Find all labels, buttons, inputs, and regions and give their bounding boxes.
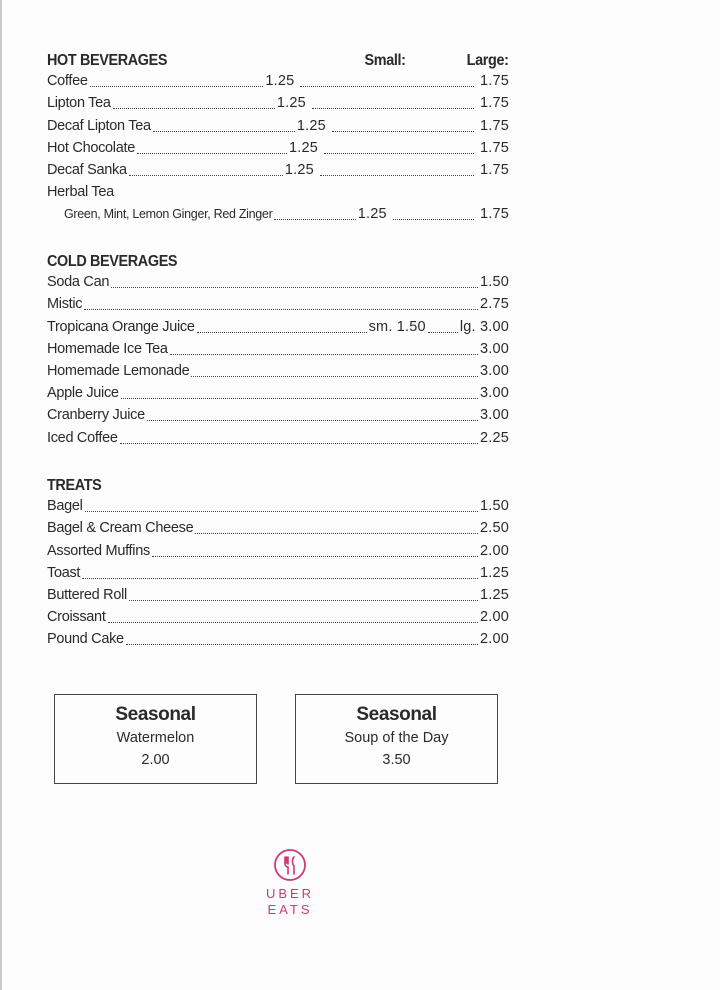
section-title: COLD BEVERAGES [47, 253, 178, 270]
large-price: lg. 3.00 [459, 318, 509, 335]
leader-dots [84, 308, 478, 310]
item-price: 2.25 [479, 429, 509, 446]
large-price: 1.75 [479, 95, 509, 112]
leader-dots [85, 510, 478, 512]
item-name: Assorted Muffins [47, 542, 150, 559]
seasonal-item: Soup of the Day [344, 730, 449, 746]
item-price: 2.00 [479, 631, 509, 648]
leader-dots [82, 577, 478, 579]
scan-edge [0, 0, 2, 990]
leader-dots [108, 621, 478, 623]
item-name: Toast [47, 564, 81, 581]
seasonal-box-watermelon [54, 694, 257, 784]
small-price: 1.25 [357, 206, 387, 223]
item-name: Soda Can [47, 274, 110, 291]
item-name: Croissant [47, 609, 106, 626]
item-price: 3.00 [479, 340, 509, 357]
leader-dots [191, 375, 478, 377]
menu-item [47, 203, 509, 225]
leader-dots [129, 174, 283, 176]
item-name: Lipton Tea [47, 95, 111, 112]
menu-item [47, 271, 509, 293]
item-name: Pound Cake [47, 631, 124, 648]
small-price: 1.25 [296, 117, 326, 134]
seasonal-item: Watermelon [116, 730, 195, 746]
leader-dots [129, 599, 478, 601]
fork-knife-icon [273, 848, 307, 882]
item-name: Bagel & Cream Cheese [47, 520, 194, 537]
leader-dots [195, 532, 478, 534]
item-name: Decaf Lipton Tea [47, 117, 151, 134]
menu-item [47, 338, 509, 360]
large-column-label: Large: [466, 52, 509, 69]
leader-dots [121, 397, 478, 399]
item-price: 3.00 [479, 407, 509, 424]
seasonal-box-soup [295, 694, 498, 784]
small-price: 1.25 [284, 161, 314, 178]
logo-line-2: EATS [267, 902, 313, 917]
item-name: Coffee [47, 73, 88, 90]
leader-dots [152, 555, 478, 557]
item-price: 1.50 [479, 274, 509, 291]
item-price: 3.00 [479, 385, 509, 402]
item-name: Apple Juice [47, 385, 119, 402]
large-price: 1.75 [479, 206, 510, 223]
item-price: 3.00 [479, 362, 509, 379]
large-price: 1.75 [479, 139, 509, 156]
menu-item [47, 137, 509, 159]
item-price: 2.00 [479, 609, 509, 626]
menu-item [47, 562, 509, 584]
seasonal-title: Seasonal [356, 704, 437, 725]
item-name: Bagel [47, 498, 83, 515]
menu-item [47, 181, 509, 203]
seasonal-price: 3.50 [382, 752, 411, 768]
menu-item [47, 92, 509, 114]
item-price: 1.25 [479, 564, 509, 581]
item-name: Decaf Sanka [47, 161, 127, 178]
leader-dots [126, 643, 478, 645]
menu-item [47, 114, 509, 136]
item-name: Herbal Tea [47, 184, 114, 201]
item-name: Mistic [47, 296, 83, 313]
item-price: 2.00 [479, 542, 509, 559]
small-price: sm. 1.50 [368, 318, 426, 335]
menu-item [47, 606, 509, 628]
leader-dots [300, 85, 474, 87]
menu-item [47, 159, 509, 181]
item-name: Iced Coffee [47, 429, 118, 446]
leader-dots [120, 442, 478, 444]
item-price: 2.50 [479, 520, 509, 537]
menu-item [47, 426, 509, 448]
large-price: 1.75 [479, 161, 510, 178]
leader-dots [312, 107, 474, 109]
large-price: 1.75 [479, 117, 510, 134]
leader-dots [170, 353, 478, 355]
leader-dots [274, 218, 355, 220]
menu-item [47, 404, 509, 426]
leader-dots [90, 85, 264, 87]
cold-beverages-header [47, 253, 509, 271]
seasonal-price: 2.00 [141, 752, 170, 768]
item-price: 1.25 [479, 586, 509, 603]
item-name: Hot Chocolate [47, 139, 135, 156]
section-title: TREATS [47, 477, 102, 494]
treats-section [47, 477, 509, 650]
menu-item [47, 628, 509, 650]
menu-item [47, 315, 509, 337]
small-price: 1.25 [276, 95, 306, 112]
treats-header [47, 477, 509, 495]
leader-dots [197, 331, 367, 333]
leader-dots [137, 152, 287, 154]
menu-item [47, 584, 509, 606]
leader-dots [332, 130, 474, 132]
logo-line-1: UBER [265, 886, 315, 901]
section-title: HOT BEVERAGES [47, 52, 168, 69]
item-name: Homemade Lemonade [47, 362, 190, 379]
leader-dots [428, 331, 458, 333]
item-name: Homemade Ice Tea [47, 340, 168, 357]
item-name: Cranberry Juice [47, 407, 145, 424]
menu-item [47, 382, 509, 404]
menu-item [47, 495, 509, 517]
menu-item [47, 539, 509, 561]
small-price: 1.25 [265, 73, 295, 90]
item-price: 2.75 [479, 296, 509, 313]
menu-item [47, 70, 509, 92]
leader-dots [393, 218, 474, 220]
small-price: 1.25 [289, 139, 319, 156]
large-price: 1.75 [479, 73, 510, 90]
menu-item [47, 293, 509, 315]
leader-dots [113, 107, 275, 109]
hot-beverages-header [47, 52, 509, 70]
leader-dots [153, 130, 295, 132]
leader-dots [324, 152, 474, 154]
hot-beverages-section [47, 52, 509, 225]
leader-dots [320, 174, 474, 176]
menu-item [47, 517, 509, 539]
leader-dots [147, 419, 478, 421]
item-name: Tropicana Orange Juice [47, 318, 195, 335]
seasonal-title: Seasonal [115, 704, 196, 725]
leader-dots [111, 286, 478, 288]
menu-item [47, 360, 509, 382]
cold-beverages-section [47, 253, 509, 449]
uber-eats-logo [252, 848, 328, 917]
item-name: Green, Mint, Lemon Ginger, Red Zinger [64, 207, 273, 222]
item-name: Buttered Roll [47, 586, 127, 603]
item-price: 1.50 [479, 498, 509, 515]
small-column-label: Small: [364, 52, 406, 69]
